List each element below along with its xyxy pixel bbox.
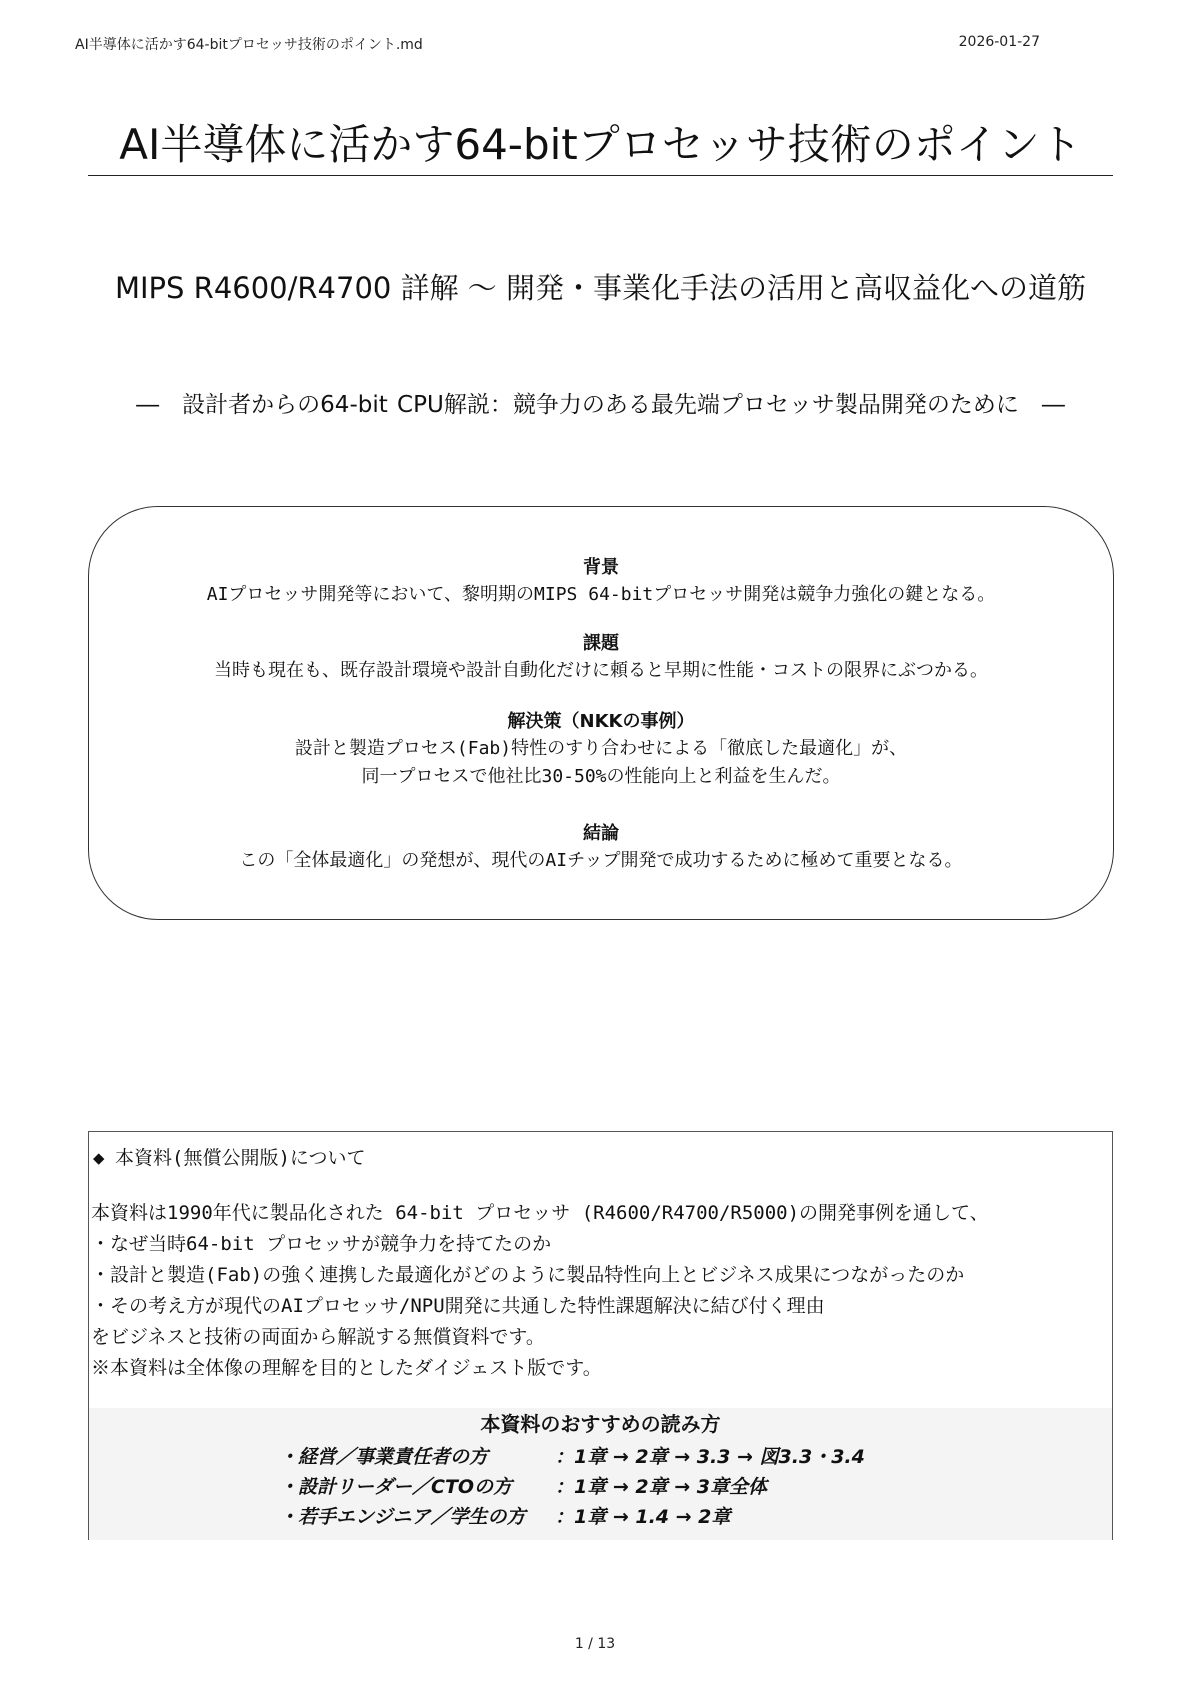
info-line: ・設計と製造(Fab)の強く連携した最適化がどのように製品特性向上とビジネス成果につながったのか [91,1264,965,1286]
solution-text-1: 設計と製造プロセス(Fab)特性のすり合わせによる「徹底した最適化」が、 [294,738,908,759]
summary-box [88,506,1114,920]
reading-row [279,1502,730,1532]
background-text: AIプロセッサ開発等において、黎明期のMIPS 64-bitプロセッサ開発は競争力強化の鍵となる。 [206,584,996,605]
info-lines [91,1198,989,1384]
title-underline [88,175,1113,176]
reading-audience: ・若手エンジニア／学生の方 [279,1506,526,1528]
info-heading [93,1144,366,1172]
page-number: 1 / 13 [574,1636,616,1652]
reading-row [279,1472,767,1502]
info-line: ・その考え方が現代のAIプロセッサ/NPU開発に共通した特性課題解決に結び付く理由 [91,1295,825,1317]
reading-path: ：1章 → 1.4 → 2章 [555,1506,731,1528]
info-line: 本資料は1990年代に製品化された 64-bit プロセッサ (R4600/R4700/R5000)の開発事例を通して、 [91,1202,989,1224]
info-line: をビジネスと技術の両面から解説する無償資料です。 [91,1326,545,1348]
conclusion-heading: 結論 [583,823,619,844]
reading-path: ：1章 → 2章 → 3章全体 [555,1476,767,1498]
reading-audience: ・設計リーダー／CTOの方 [279,1476,513,1498]
document-title: AI半導体に活かす64-bitプロセッサ技術のポイント [119,120,1082,169]
summary-background [89,555,1113,609]
issue-heading: 課題 [583,633,619,654]
reading-guide [89,1408,1112,1540]
info-line: ・なぜ当時64-bit プロセッサが競争力を持てたのか [91,1233,552,1255]
summary-conclusion [89,821,1113,875]
summary-solution [89,709,1113,791]
info-line: ※本資料は全体像の理解を目的としたダイジェスト版です。 [91,1357,602,1379]
info-box [88,1131,1113,1540]
reading-audience: ・経営／事業責任者の方 [279,1446,489,1468]
reading-path: ：1章 → 2章 → 3.3 → 図3.3・3.4 [555,1446,865,1468]
summary-issue [89,631,1113,685]
document-subtitle: MIPS R4600/R4700 詳解 〜 開発・事業化手法の活用と高収益化への道筋 [114,271,1087,305]
solution-text-2: 同一プロセスで他社比30-50%の性能向上と利益を生んだ。 [361,766,841,787]
header-filename: AI半導体に活かす64-bitプロセッサ技術のポイント.md [75,37,423,53]
diamond-bullet-icon: ◆ [93,1147,105,1169]
reading-row [279,1442,865,1472]
background-heading: 背景 [583,557,619,578]
issue-text: 当時も現在も、既存設計環境や設計自動化だけに頼ると早期に性能・コストの限界にぶつかる。 [214,660,988,681]
reading-guide-title: 本資料のおすすめの読み方 [480,1412,721,1436]
info-heading-text: 本資料(無償公開版)について [115,1147,366,1169]
solution-heading: 解決策（NKKの事例） [507,711,695,732]
conclusion-text: この「全体最適化」の発想が、現代のAIチップ開発で成功するために極めて重要となる。 [239,850,963,871]
document-tagline: ― 設計者からの64-bit CPU解説：競争力のある最先端プロセッサ製品開発のために ― [136,392,1065,418]
header-date: 2026-01-27 [958,34,1040,50]
